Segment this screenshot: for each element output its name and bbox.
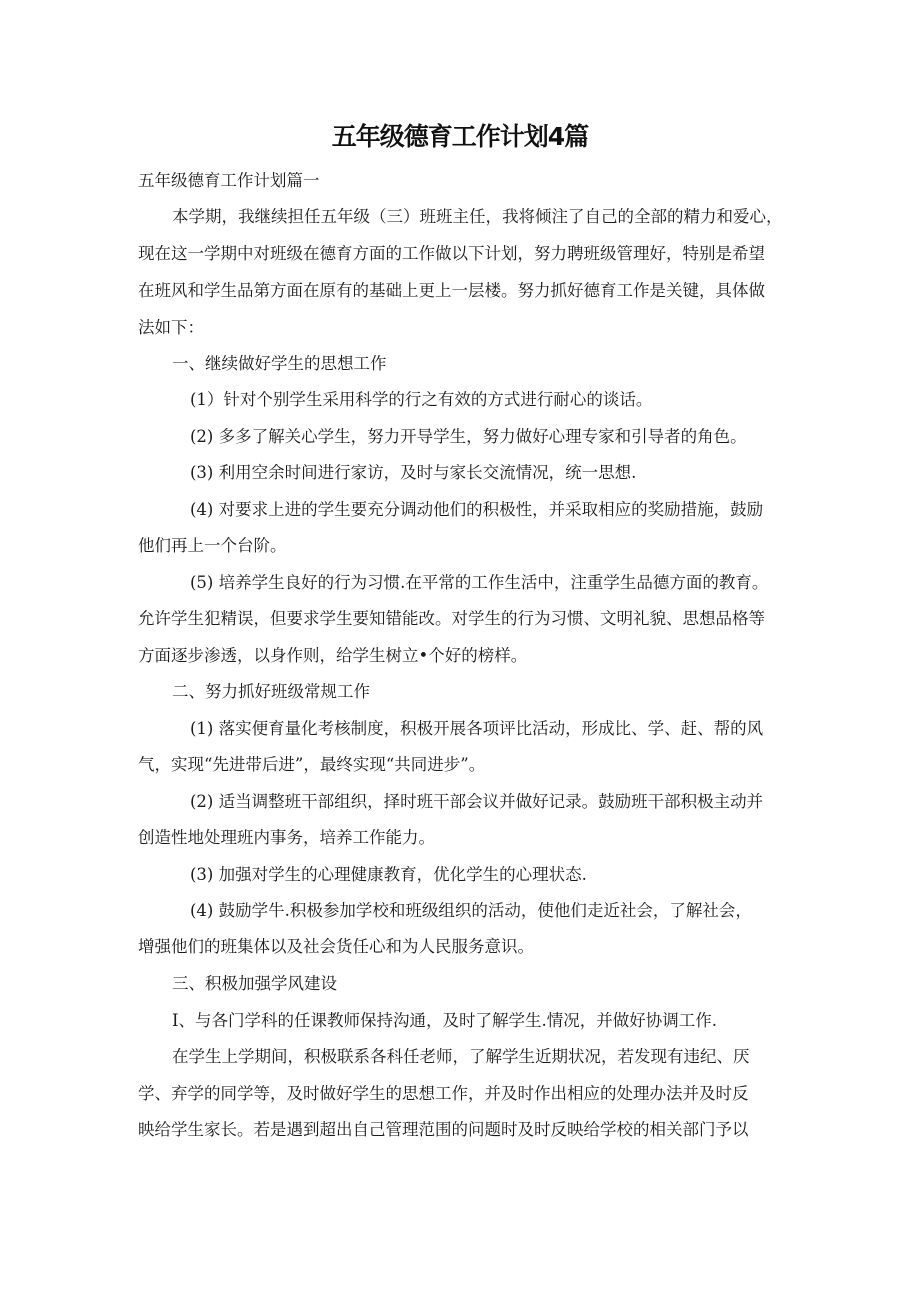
paragraph-line: 本学期，我继续担任五年级（三）班班主任，我将倾注了自己的全部的精力和爱心，: [172, 207, 783, 226]
paragraph-line: 学、弃学的同学等，及时做好学生的思想工作，并及时作出相应的处理办法并及时反: [138, 1084, 749, 1103]
subheading: 三、积极加强学风建设: [172, 974, 337, 993]
list-item: (2) 适当调整班干部组织，择时班干部会议并做好记录。鼓励班干部积极主动并: [190, 792, 764, 811]
paragraph-line: 在学生上学期间，积极联系各科任老师，了解学生近期状况，若发现有违纪、厌: [172, 1047, 750, 1066]
section-heading: 五年级德育工作计划篇一: [138, 171, 320, 190]
document-title: 五年级德育工作计划4篇: [331, 122, 589, 151]
list-item: (4) 鼓励学牛.积极参加学校和班级组织的活动，使他们走近社会，了解社会，: [190, 901, 752, 920]
paragraph-line: 允许学生犯精误，但要求学生要知错能改。对学生的行为习惯、文明礼貌、思想品格等: [138, 609, 765, 628]
list-item: I、与各门学科的任课教师保持沟通，及时了解学生.情况，并做好协调工作.: [172, 1011, 718, 1030]
paragraph-line: 法如下：: [138, 318, 204, 337]
paragraph-line: 增强他们的班集体以及社会货任心和为人民服务意识。: [138, 937, 534, 956]
paragraph-line: 气，实现“先进带后进”，最终实现“共同进步”。: [138, 755, 486, 774]
subheading: 一、继续做好学生的思想工作: [172, 354, 387, 373]
list-item: (3) 利用空余时间进行家访，及时与家长交流情况，统一思想.: [190, 463, 637, 482]
paragraph-line: 现在这一学期中对班级在德育方面的工作做以下计划，努力聘班级管理好，特别是希望: [138, 244, 765, 263]
list-item: (1) 落实便育量化考核制度，积极开展各项评比活动，形成比、学、赶、帮的风: [190, 719, 764, 738]
paragraph-line: 在班风和学生品第方面在原有的基础上更上一层楼。努力抓好德育工作是关键，具体做: [138, 281, 765, 300]
subheading: 二、努力抓好班级常规工作: [172, 682, 370, 701]
paragraph-line: 映给学生家长。若是遇到超出自己管理范围的问题时及时反映给学校的相关部门予以: [138, 1120, 749, 1139]
list-item: (2) 多多了解关心学生，努力开导学生，努力做好心理专家和引导者的角色。: [190, 427, 747, 446]
paragraph-line: 方面逐步渗透，以身作则，给学生树立•个好的榜样。: [138, 646, 528, 665]
list-item: (5) 培养学生良好的行为习惯.在平常的工作生活中，注重学生品德方面的教育。: [190, 573, 769, 592]
list-item: (1）针对个别学生采用科学的行之有效的方式进行耐心的谈话。: [190, 390, 653, 409]
paragraph-line: 他们再上一个台阶。: [138, 536, 287, 555]
list-item: (3) 加强对学生的心理健康教育，优化学生的心理状态.: [190, 865, 587, 884]
list-item: (4) 对要求上进的学生要充分调动他们的积极性，并采取相应的奖励措施，鼓励: [190, 500, 764, 519]
paragraph-line: 创造性地处理班内事务，培养工作能力。: [138, 828, 435, 847]
